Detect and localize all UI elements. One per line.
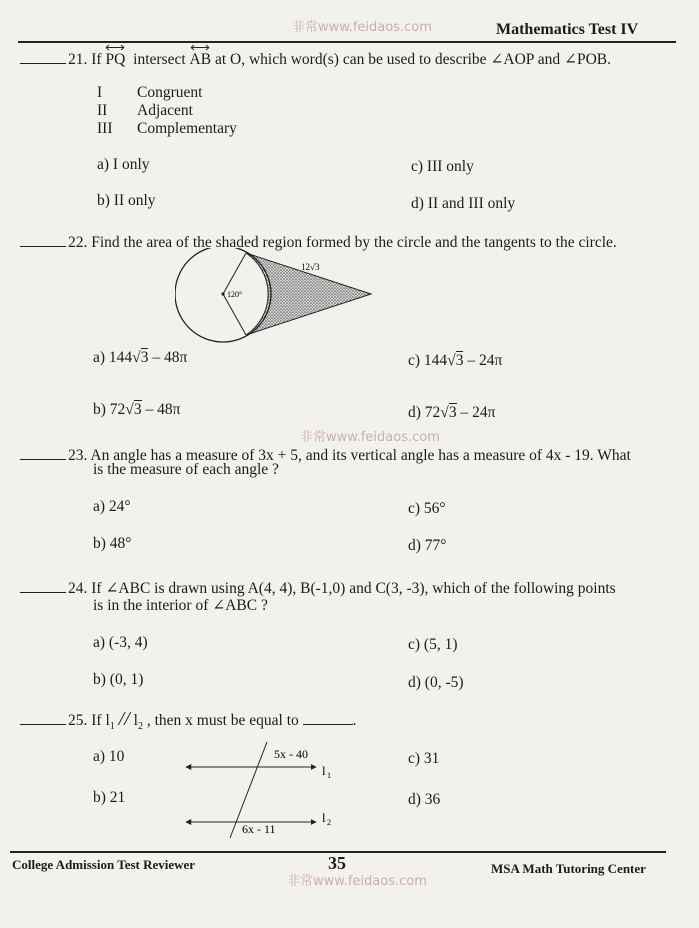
page-title: Mathematics Test IV xyxy=(496,21,639,38)
circle-tangent-figure xyxy=(175,248,375,348)
question-24-line2: is in the interior of ∠ABC ? xyxy=(93,597,268,614)
choice-24-d[interactable]: d) (0, -5) xyxy=(408,674,464,691)
choice-25-b[interactable]: b) 21 xyxy=(93,789,126,806)
footer-right: MSA Math Tutoring Center xyxy=(491,861,646,876)
header-rule xyxy=(18,41,676,43)
option-ii-num: II xyxy=(97,102,108,119)
question-21: 21. If PQ intersect AB at O, which word(s) can be used to describe ∠AOP and ∠POB. xyxy=(20,49,611,69)
choice-23-b[interactable]: b) 48° xyxy=(93,535,132,552)
question-22: 22. Find the area of the shaded region formed by the circle and the tangents to the circle. xyxy=(20,232,617,252)
question-25: 25. If $l_1 // l_2$ , then x must be equal to . xyxy=(20,708,357,732)
center-point xyxy=(221,292,224,295)
choice-24-c[interactable]: c) (5, 1) xyxy=(408,636,458,653)
choice-21-b[interactable]: b) II only xyxy=(97,192,156,209)
line-arrow-icon xyxy=(190,44,210,51)
angle-label: 120° xyxy=(227,290,243,299)
choice-23-a[interactable]: a) 24° xyxy=(93,498,131,515)
choice-21-d[interactable]: d) II and III only xyxy=(411,195,516,212)
choice-22-a[interactable]: a) 144√3 – 48π xyxy=(93,349,188,366)
answer-blank[interactable] xyxy=(20,445,66,460)
choice-22-c[interactable]: c) 144√3 – 24π xyxy=(408,352,503,369)
watermark-bottom: 非常www.feidaos.com xyxy=(287,874,427,889)
choice-25-c[interactable]: c) 31 xyxy=(408,750,440,767)
option-iii-num: III xyxy=(97,120,113,137)
footer-left: College Admission Test Reviewer xyxy=(12,857,196,872)
top-angle-label: 5x - 40 xyxy=(274,747,308,761)
choice-21-c[interactable]: c) III only xyxy=(411,158,474,175)
bottom-angle-label: 6x - 11 xyxy=(242,822,276,836)
question-23-line2: is the measure of each angle ? xyxy=(93,461,279,478)
parallel-lines-figure xyxy=(180,740,350,840)
answer-blank[interactable] xyxy=(20,232,66,247)
watermark-top: 非常www.feidaos.com xyxy=(292,20,432,35)
answer-blank[interactable] xyxy=(20,49,66,64)
question-23: 23. An angle has a measure of 3x + 5, and its vertical angle has a measure of 4x - 19. What xyxy=(20,445,631,465)
segment-pq: PQ xyxy=(105,51,125,69)
choice-24-b[interactable]: b) (0, 1) xyxy=(93,671,144,688)
option-i-label: Congruent xyxy=(137,84,203,101)
choice-22-d[interactable]: d) 72√3 – 24π xyxy=(408,404,496,421)
question-24: 24. If ∠ABC is drawn using A(4, 4), B(-1,0) and C(3, -3), which of the following points xyxy=(20,578,616,598)
choice-23-d[interactable]: d) 77° xyxy=(408,537,447,554)
line-arrow-icon xyxy=(105,44,125,51)
l1-sub: 1 xyxy=(327,771,331,780)
parallel-symbol: // xyxy=(118,708,130,730)
l2-label: l xyxy=(322,810,326,825)
page-number: 35 xyxy=(328,853,346,873)
watermark-middle: 非常www.feidaos.com xyxy=(300,430,440,445)
radius-bottom xyxy=(223,294,246,335)
choice-22-b[interactable]: b) 72√3 – 48π xyxy=(93,401,181,418)
choice-25-a[interactable]: a) 10 xyxy=(93,748,125,765)
option-iii-label: Complementary xyxy=(137,120,237,137)
choice-24-a[interactable]: a) (-3, 4) xyxy=(93,634,148,651)
answer-line xyxy=(303,712,353,725)
segment-ab: AB xyxy=(190,51,212,69)
choice-21-a[interactable]: a) I only xyxy=(97,156,150,173)
option-ii-label: Adjacent xyxy=(137,102,193,119)
choice-23-c[interactable]: c) 56° xyxy=(408,500,446,517)
radius-top xyxy=(223,253,246,294)
option-i-num: I xyxy=(97,84,103,101)
answer-blank[interactable] xyxy=(20,710,66,725)
choice-25-d[interactable]: d) 36 xyxy=(408,791,441,808)
answer-blank[interactable] xyxy=(20,578,66,593)
l2-sub: 2 xyxy=(327,818,331,827)
l1-label: l xyxy=(322,763,326,778)
tangent-label: 12√3 xyxy=(301,262,320,272)
